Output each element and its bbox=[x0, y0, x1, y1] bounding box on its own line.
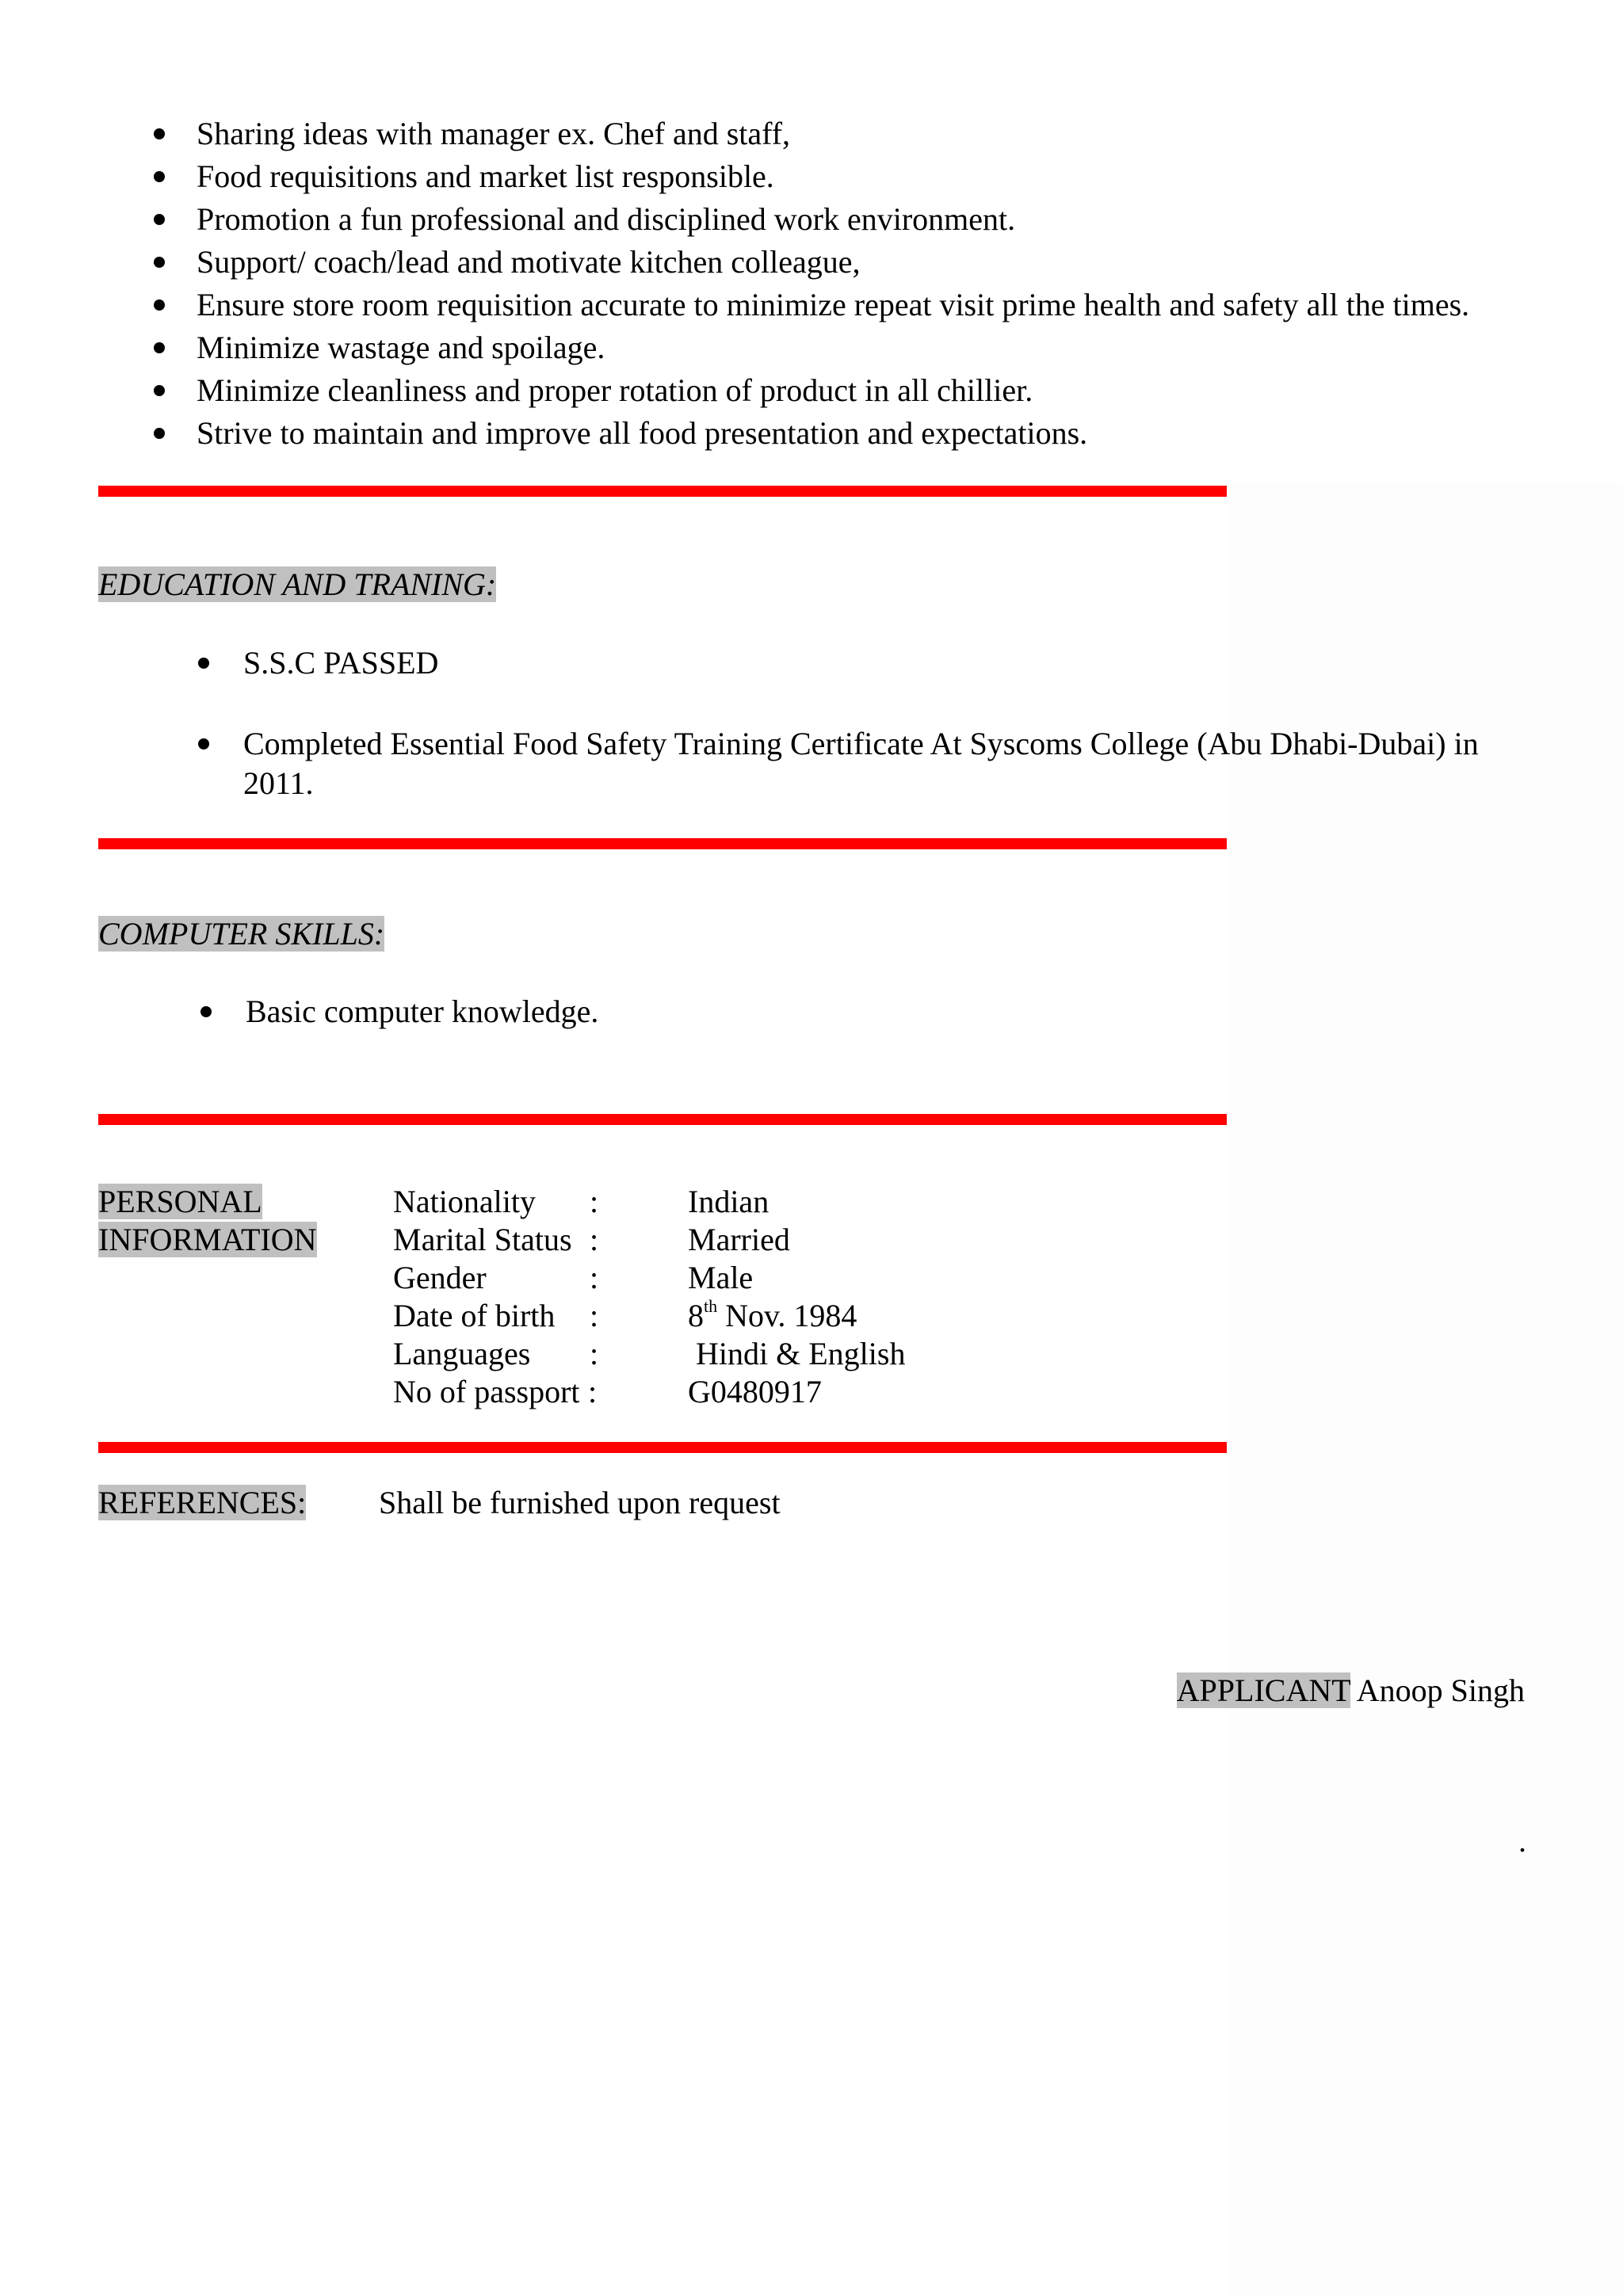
list-item-text: Sharing ideas with manager ex. Chef and staff, bbox=[197, 116, 791, 151]
info-colon: : bbox=[590, 1184, 599, 1219]
list-item bbox=[246, 990, 598, 1033]
dob-day: 8 bbox=[688, 1298, 704, 1333]
education-heading bbox=[98, 566, 496, 604]
list-item-text: Completed Essential Food Safety Training Certificate At Syscoms College (Abu Dhabi-Dubai) in bbox=[243, 726, 1479, 761]
applicant-label: APPLICANT bbox=[1176, 1672, 1350, 1708]
bullet-icon bbox=[154, 299, 165, 311]
list-item bbox=[197, 155, 774, 198]
info-colon: : bbox=[588, 1374, 598, 1409]
list-item bbox=[197, 198, 1015, 241]
info-value: G0480917 bbox=[688, 1374, 822, 1409]
info-label: Gender bbox=[393, 1260, 487, 1295]
bullet-icon bbox=[154, 257, 165, 268]
list-item-text: Strive to maintain and improve all food presentation and expectations. bbox=[197, 415, 1088, 451]
education-heading-text: EDUCATION AND TRANING: bbox=[98, 566, 497, 602]
bullet-icon bbox=[198, 658, 209, 669]
trailing-dot: . bbox=[1518, 1823, 1526, 1859]
applicant-line bbox=[1177, 1672, 1525, 1710]
section-divider bbox=[98, 838, 1227, 849]
list-item bbox=[197, 369, 1033, 412]
computer-skills-heading-text: COMPUTER SKILLS: bbox=[98, 916, 385, 952]
list-item-text: Minimize wastage and spoilage. bbox=[197, 330, 605, 365]
section-divider bbox=[98, 1442, 1227, 1453]
info-value bbox=[688, 1297, 857, 1335]
info-value: Hindi & English bbox=[696, 1336, 906, 1371]
personal-heading-2 bbox=[98, 1221, 317, 1259]
list-item-text: 2011. bbox=[243, 765, 314, 801]
references-heading-text: REFERENCES: bbox=[98, 1485, 307, 1520]
list-item bbox=[243, 723, 1479, 765]
info-label: Languages bbox=[393, 1336, 531, 1371]
personal-heading-line1: PERSONAL bbox=[98, 1184, 262, 1219]
bullet-icon bbox=[154, 428, 165, 439]
info-colon: : bbox=[590, 1336, 599, 1371]
list-item bbox=[243, 642, 438, 685]
personal-heading-line2: INFORMATION bbox=[98, 1222, 317, 1257]
info-value: Indian bbox=[688, 1184, 769, 1219]
info-label: Date of birth bbox=[393, 1298, 556, 1333]
info-value: Married bbox=[688, 1222, 790, 1257]
list-item-text: Basic computer knowledge. bbox=[246, 994, 599, 1029]
info-value: Male bbox=[688, 1260, 754, 1295]
section-divider bbox=[98, 1114, 1227, 1125]
list-item-text: Food requisitions and market list responsible. bbox=[197, 158, 774, 194]
bullet-icon bbox=[154, 214, 165, 225]
info-label: Nationality bbox=[393, 1184, 536, 1219]
info-colon: : bbox=[590, 1222, 599, 1257]
info-colon: : bbox=[590, 1260, 599, 1295]
list-item-text: Support/ coach/lead and motivate kitchen colleague, bbox=[197, 244, 861, 280]
list-item-text: Promotion a fun professional and disciplined work environment. bbox=[197, 201, 1016, 237]
references-heading bbox=[98, 1484, 306, 1522]
list-item bbox=[197, 284, 1469, 326]
list-item bbox=[197, 412, 1087, 455]
dob-rest: Nov. 1984 bbox=[717, 1298, 857, 1333]
list-item bbox=[197, 241, 860, 284]
info-label: No of passport bbox=[393, 1374, 580, 1409]
references-text: Shall be furnished upon request bbox=[379, 1485, 781, 1520]
bullet-icon bbox=[198, 738, 209, 749]
info-label: Marital Status bbox=[393, 1222, 572, 1257]
list-item-text: Ensure store room requisition accurate to minimize repeat visit prime health and safety all the times. bbox=[197, 287, 1470, 322]
list-item-continuation bbox=[243, 762, 314, 805]
list-item bbox=[197, 326, 605, 369]
list-item-text: S.S.C PASSED bbox=[243, 645, 439, 681]
bullet-icon bbox=[154, 171, 165, 182]
bullet-icon bbox=[154, 385, 165, 396]
personal-heading bbox=[98, 1183, 262, 1221]
bullet-icon bbox=[200, 1006, 212, 1017]
list-item-text: Minimize cleanliness and proper rotation of product in all chillier. bbox=[197, 372, 1033, 408]
applicant-name: Anoop Singh bbox=[1356, 1672, 1525, 1708]
dob-suffix: th bbox=[704, 1295, 718, 1316]
bullet-icon bbox=[154, 342, 165, 353]
info-colon: : bbox=[590, 1298, 599, 1333]
list-item bbox=[197, 113, 790, 155]
section-divider bbox=[98, 486, 1227, 497]
computer-skills-heading bbox=[98, 915, 384, 953]
bullet-icon bbox=[154, 128, 165, 139]
